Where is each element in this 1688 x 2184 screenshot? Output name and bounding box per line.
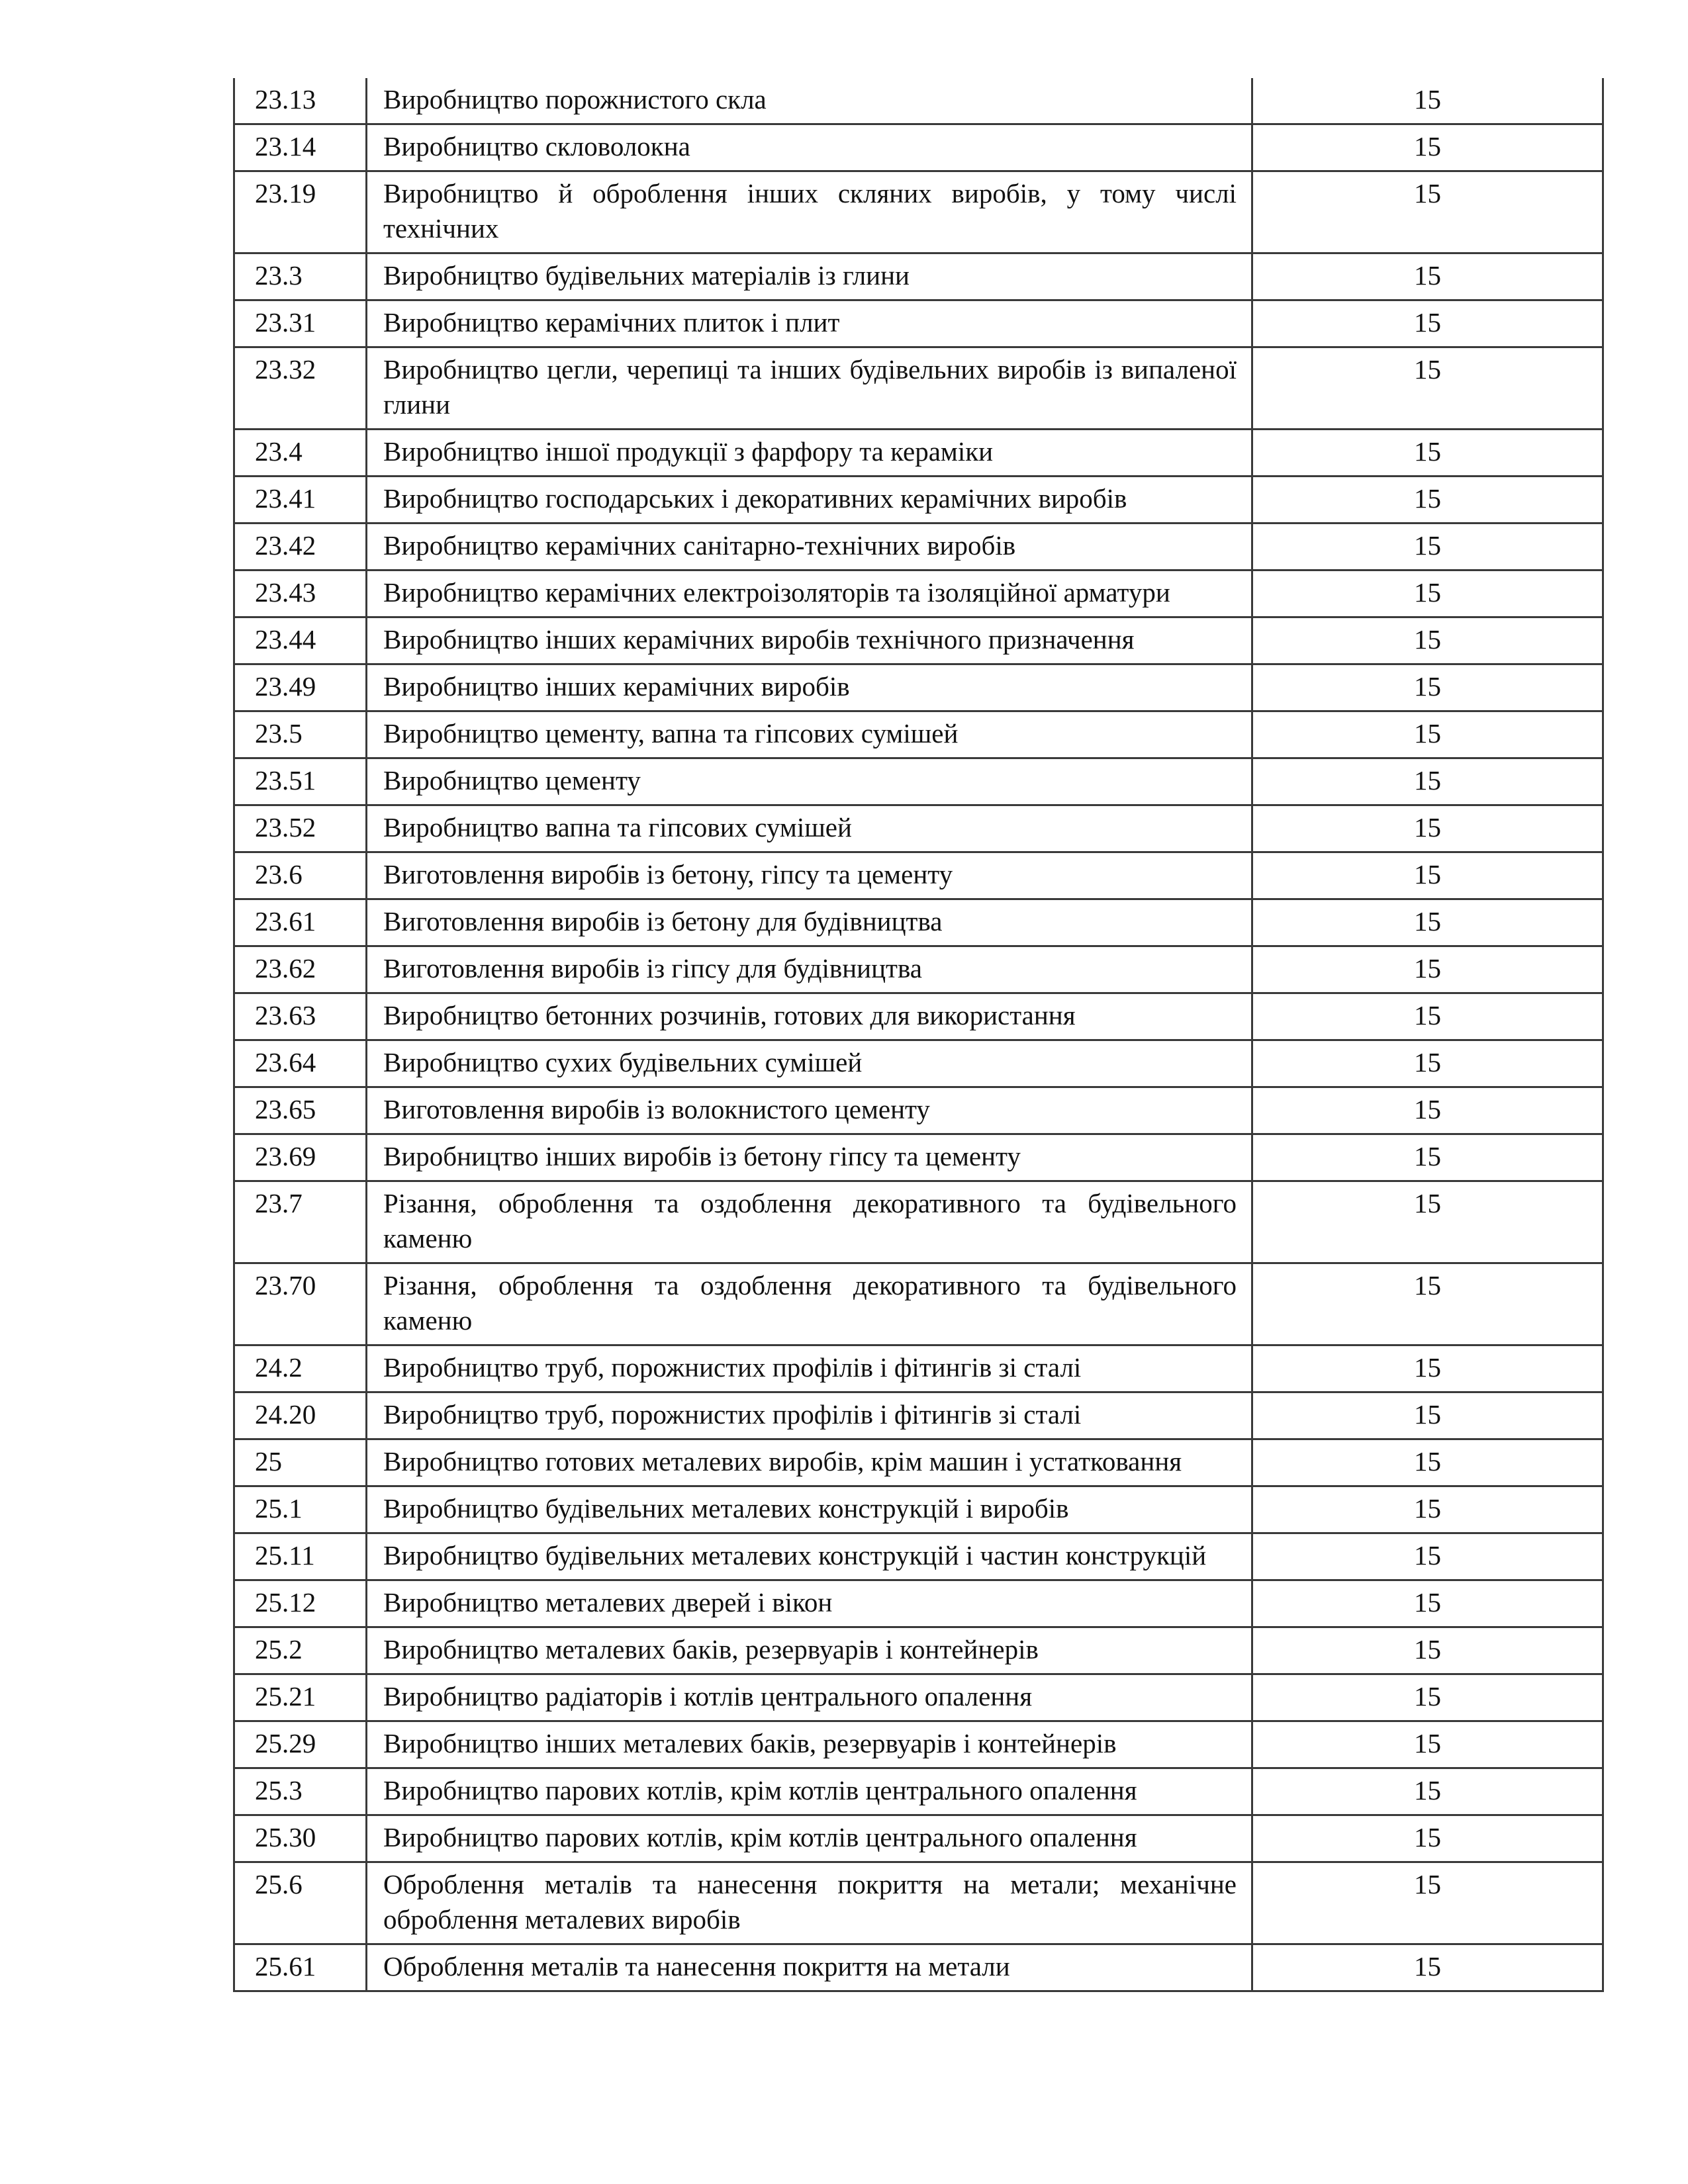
description-cell: Виробництво будівельних металевих конструкцій і виробів [367, 1486, 1252, 1533]
code-cell: 23.65 [234, 1087, 367, 1134]
code-cell: 23.69 [234, 1134, 367, 1181]
value-cell: 15 [1252, 617, 1603, 664]
value-cell: 15 [1252, 1181, 1603, 1263]
table-row [234, 1181, 1603, 1263]
table-row [234, 1345, 1603, 1392]
description-cell: Виробництво цегли, черепиці та інших будівельних виробів із випаленої глини [367, 347, 1252, 430]
description-cell: Виробництво інших металевих баків, резервуарів і контейнерів [367, 1721, 1252, 1768]
table-row [234, 1862, 1603, 1944]
code-cell: 23.14 [234, 124, 367, 171]
code-cell: 23.4 [234, 430, 367, 477]
value-cell: 15 [1252, 523, 1603, 570]
code-cell: 25.12 [234, 1580, 367, 1627]
value-cell: 15 [1252, 805, 1603, 852]
code-cell: 23.3 [234, 253, 367, 300]
code-cell: 23.41 [234, 477, 367, 523]
description-cell: Різання, оброблення та оздоблення декоративного та будівельного каменю [367, 1263, 1252, 1345]
description-cell: Виробництво готових металевих виробів, крім машин і устатковання [367, 1439, 1252, 1486]
table-row [234, 1627, 1603, 1674]
code-cell: 25.6 [234, 1862, 367, 1944]
description-cell: Виготовлення виробів із бетону для будівництва [367, 899, 1252, 946]
description-cell: Виробництво іншої продукції з фарфору та кераміки [367, 430, 1252, 477]
table-row [234, 1944, 1603, 1991]
table-row [234, 1721, 1603, 1768]
description-cell: Виробництво господарських і декоративних керамічних виробів [367, 477, 1252, 523]
table-row [234, 711, 1603, 758]
table-row [234, 124, 1603, 171]
table-row [234, 78, 1603, 124]
value-cell: 15 [1252, 1345, 1603, 1392]
table-row [234, 1768, 1603, 1815]
code-cell: 23.43 [234, 570, 367, 617]
value-cell: 15 [1252, 1134, 1603, 1181]
description-cell: Виробництво сухих будівельних сумішей [367, 1040, 1252, 1087]
table-row [234, 1392, 1603, 1439]
table-row [234, 347, 1603, 430]
value-cell: 15 [1252, 430, 1603, 477]
code-cell: 25.61 [234, 1944, 367, 1991]
table-row [234, 1087, 1603, 1134]
description-cell: Виробництво інших виробів із бетону гіпсу та цементу [367, 1134, 1252, 1181]
description-cell: Виробництво скловолокна [367, 124, 1252, 171]
code-cell: 23.70 [234, 1263, 367, 1345]
value-cell: 15 [1252, 664, 1603, 711]
table-row [234, 899, 1603, 946]
table-row [234, 1486, 1603, 1533]
table-row [234, 758, 1603, 805]
table-row [234, 805, 1603, 852]
code-cell: 23.61 [234, 899, 367, 946]
code-cell: 23.19 [234, 171, 367, 253]
value-cell: 15 [1252, 852, 1603, 899]
value-cell: 15 [1252, 1721, 1603, 1768]
value-cell: 15 [1252, 1087, 1603, 1134]
code-cell: 25.2 [234, 1627, 367, 1674]
description-cell: Виробництво цементу, вапна та гіпсових сумішей [367, 711, 1252, 758]
table-row [234, 570, 1603, 617]
value-cell: 15 [1252, 78, 1603, 124]
value-cell: 15 [1252, 124, 1603, 171]
code-cell: 25 [234, 1439, 367, 1486]
table-row [234, 1580, 1603, 1627]
value-cell: 15 [1252, 1533, 1603, 1580]
description-cell: Виробництво цементу [367, 758, 1252, 805]
value-cell: 15 [1252, 1392, 1603, 1439]
value-cell: 15 [1252, 1486, 1603, 1533]
description-cell: Виготовлення виробів із бетону, гіпсу та цементу [367, 852, 1252, 899]
description-cell: Оброблення металів та нанесення покриття на метали; механічне оброблення металевих виробів [367, 1862, 1252, 1944]
code-cell: 23.7 [234, 1181, 367, 1263]
value-cell: 15 [1252, 711, 1603, 758]
description-cell: Виробництво вапна та гіпсових сумішей [367, 805, 1252, 852]
table-row [234, 1533, 1603, 1580]
value-cell: 15 [1252, 1580, 1603, 1627]
code-cell: 24.2 [234, 1345, 367, 1392]
description-cell: Виробництво труб, порожнистих профілів і фітингів зі сталі [367, 1345, 1252, 1392]
code-cell: 23.6 [234, 852, 367, 899]
value-cell: 15 [1252, 1944, 1603, 1991]
code-cell: 23.63 [234, 993, 367, 1040]
value-cell: 15 [1252, 1862, 1603, 1944]
table-row [234, 300, 1603, 347]
table-row [234, 993, 1603, 1040]
description-cell: Виробництво керамічних санітарно-технічних виробів [367, 523, 1252, 570]
table-row [234, 1263, 1603, 1345]
code-cell: 25.30 [234, 1815, 367, 1862]
description-cell: Виробництво труб, порожнистих профілів і фітингів зі сталі [367, 1392, 1252, 1439]
table-row [234, 617, 1603, 664]
code-cell: 23.42 [234, 523, 367, 570]
code-cell: 23.44 [234, 617, 367, 664]
code-cell: 24.20 [234, 1392, 367, 1439]
value-cell: 15 [1252, 899, 1603, 946]
activity-codes-table [233, 78, 1604, 1992]
description-cell: Виробництво металевих дверей і вікон [367, 1580, 1252, 1627]
table-row [234, 1674, 1603, 1721]
code-cell: 23.32 [234, 347, 367, 430]
table-row [234, 171, 1603, 253]
table-row [234, 1040, 1603, 1087]
code-cell: 25.29 [234, 1721, 367, 1768]
description-cell: Виробництво керамічних електроізоляторів та ізоляційної арматури [367, 570, 1252, 617]
description-cell: Виробництво будівельних металевих конструкцій і частин конструкцій [367, 1533, 1252, 1580]
description-cell: Виробництво металевих баків, резервуарів і контейнерів [367, 1627, 1252, 1674]
table-row [234, 852, 1603, 899]
value-cell: 15 [1252, 758, 1603, 805]
value-cell: 15 [1252, 1263, 1603, 1345]
value-cell: 15 [1252, 1627, 1603, 1674]
table-row [234, 523, 1603, 570]
code-cell: 25.11 [234, 1533, 367, 1580]
table-body [234, 78, 1603, 1991]
description-cell: Виробництво радіаторів і котлів центрального опалення [367, 1674, 1252, 1721]
description-cell: Виробництво будівельних матеріалів із глини [367, 253, 1252, 300]
value-cell: 15 [1252, 1040, 1603, 1087]
code-cell: 23.31 [234, 300, 367, 347]
code-cell: 25.1 [234, 1486, 367, 1533]
code-cell: 25.21 [234, 1674, 367, 1721]
code-cell: 23.62 [234, 946, 367, 993]
description-cell: Виробництво інших керамічних виробів [367, 664, 1252, 711]
description-cell: Різання, оброблення та оздоблення декоративного та будівельного каменю [367, 1181, 1252, 1263]
code-cell: 23.51 [234, 758, 367, 805]
value-cell: 15 [1252, 570, 1603, 617]
description-cell: Виробництво й оброблення інших скляних виробів, у тому числі технічних [367, 171, 1252, 253]
value-cell: 15 [1252, 253, 1603, 300]
table-row [234, 664, 1603, 711]
value-cell: 15 [1252, 1768, 1603, 1815]
description-cell: Виготовлення виробів із волокнистого цементу [367, 1087, 1252, 1134]
description-cell: Виробництво порожнистого скла [367, 78, 1252, 124]
description-cell: Виробництво інших керамічних виробів технічного призначення [367, 617, 1252, 664]
table-row [234, 946, 1603, 993]
value-cell: 15 [1252, 1674, 1603, 1721]
description-cell: Оброблення металів та нанесення покриття на метали [367, 1944, 1252, 1991]
value-cell: 15 [1252, 171, 1603, 253]
description-cell: Виробництво парових котлів, крім котлів центрального опалення [367, 1815, 1252, 1862]
description-cell: Виробництво бетонних розчинів, готових для використання [367, 993, 1252, 1040]
code-cell: 23.52 [234, 805, 367, 852]
code-cell: 23.49 [234, 664, 367, 711]
value-cell: 15 [1252, 1815, 1603, 1862]
code-cell: 23.5 [234, 711, 367, 758]
value-cell: 15 [1252, 1439, 1603, 1486]
description-cell: Виготовлення виробів із гіпсу для будівництва [367, 946, 1252, 993]
value-cell: 15 [1252, 477, 1603, 523]
value-cell: 15 [1252, 993, 1603, 1040]
code-cell: 23.13 [234, 78, 367, 124]
table-row [234, 430, 1603, 477]
table-row [234, 1134, 1603, 1181]
table-row [234, 1439, 1603, 1486]
table-row [234, 253, 1603, 300]
table-row [234, 1815, 1603, 1862]
value-cell: 15 [1252, 946, 1603, 993]
table-row [234, 477, 1603, 523]
description-cell: Виробництво парових котлів, крім котлів центрального опалення [367, 1768, 1252, 1815]
code-cell: 23.64 [234, 1040, 367, 1087]
description-cell: Виробництво керамічних плиток і плит [367, 300, 1252, 347]
value-cell: 15 [1252, 300, 1603, 347]
code-cell: 25.3 [234, 1768, 367, 1815]
value-cell: 15 [1252, 347, 1603, 430]
